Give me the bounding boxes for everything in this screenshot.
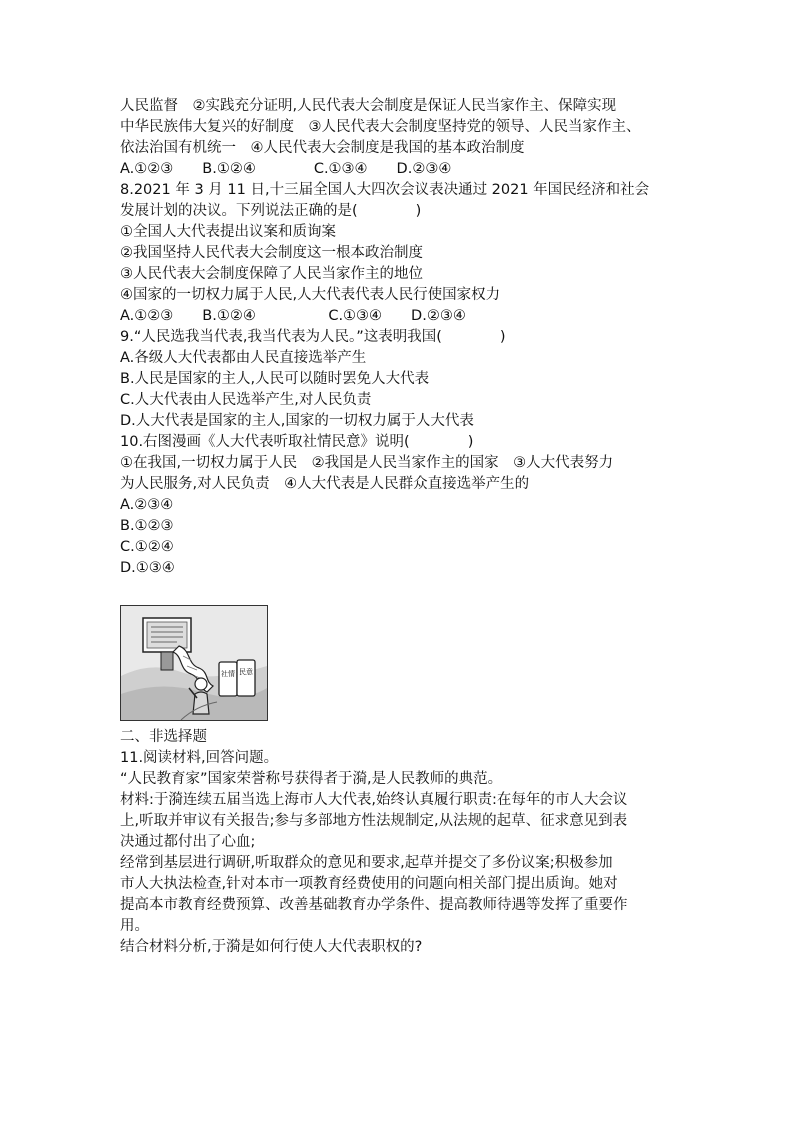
section-heading: 二、非选择题 — [120, 729, 207, 745]
q11-material-8: 用。 — [120, 918, 149, 934]
q9-stem: 9.“人民选我当代表,我当代表为人民。”这表明我国( ) — [120, 329, 506, 345]
q11-material-7: 提高本市教育经费预算、改善基础教育办学条件、提高教师待遇等发挥了重要作 — [120, 897, 628, 913]
q8-item-2: ②我国坚持人民代表大会制度这一根本政治制度 — [120, 245, 423, 261]
q8-item-1: ①全国人大代表提出议案和质询案 — [120, 224, 336, 240]
q11-material-2: 材料:于漪连续五届当选上海市人大代表,始终认真履行职责:在每年的市人大会议 — [120, 792, 628, 808]
q11-title: 11.阅读材料,回答问题。 — [120, 750, 279, 766]
q11-material-1: “人民教育家”国家荣誉称号获得者于漪,是人民教师的典范。 — [120, 771, 503, 787]
q8-item-4: ④国家的一切权力属于人民,人大代表代表人民行使国家权力 — [120, 287, 501, 303]
q8-stem-2: 发展计划的决议。下列说法正确的是( ) — [120, 203, 422, 219]
q10-option-c: C.①②④ — [120, 539, 174, 555]
q7-options: A.①②③ B.①②④ C.①③④ D.②③④ — [120, 161, 452, 177]
q10-option-d: D.①③④ — [120, 560, 175, 576]
q8-options: A.①②③ B.①②④ C.①③④ D.②③④ — [120, 308, 466, 324]
q9-option-c: C.人大代表由人民选举产生,对人民负责 — [120, 392, 372, 408]
cartoon-illustration — [120, 605, 268, 721]
q11-material-6: 市人大执法检查,针对本市一项教育经费使用的问题向相关部门提出质询。她对 — [120, 876, 618, 892]
q8-item-3: ③人民代表大会制度保障了人民当家作主的地位 — [120, 266, 423, 282]
q10-option-b: B.①②③ — [120, 518, 174, 534]
q11-material-5: 经常到基层进行调研,听取群众的意见和要求,起草并提交了多份议案;积极参加 — [120, 855, 613, 871]
q10-items-1: ①在我国,一切权力属于人民 ②我国是人民当家作主的国家 ③人大代表努力 — [120, 455, 614, 471]
q11-question: 结合材料分析,于漪是如何行使人大代表职权的? — [120, 939, 423, 955]
q10-option-a: A.②③④ — [120, 497, 174, 513]
q9-option-d: D.人大代表是国家的主人,国家的一切权力属于人大代表 — [120, 413, 474, 429]
q11-material-4: 决通过都付出了心血; — [120, 834, 256, 850]
q9-option-b: B.人民是国家的主人,人民可以随时罢免人大代表 — [120, 371, 430, 387]
q7-line-3: 依法治国有机统一 ④人民代表大会制度是我国的基本政治制度 — [120, 140, 525, 156]
cartoon-book-left-label: 社情 — [221, 670, 235, 678]
cartoon-book-right-label: 民意 — [239, 668, 253, 676]
document-body — [120, 96, 680, 958]
q8-stem-1: 8.2021 年 3 月 11 日,十三届全国人大四次会议表决通过 2021 年国民经济和社会 — [120, 182, 650, 198]
q11-material-3: 上,听取并审议有关报告;参与多部地方性法规制定,从法规的起草、征求意见到表 — [120, 813, 628, 829]
q10-items-2: 为人民服务,对人民负责 ④人大代表是人民群众直接选举产生的 — [120, 476, 530, 492]
q7-line-1: 人民监督 ②实践充分证明,人民代表大会制度是保证人民当家作主、保障实现 — [120, 98, 617, 114]
q10-stem: 10.右图漫画《人大代表听取社情民意》说明( ) — [120, 434, 474, 450]
q7-line-2: 中华民族伟大复兴的好制度 ③人民代表大会制度坚持党的领导、人民当家作主、 — [120, 119, 641, 135]
q9-option-a: A.各级人大代表都由人民直接选举产生 — [120, 350, 367, 366]
